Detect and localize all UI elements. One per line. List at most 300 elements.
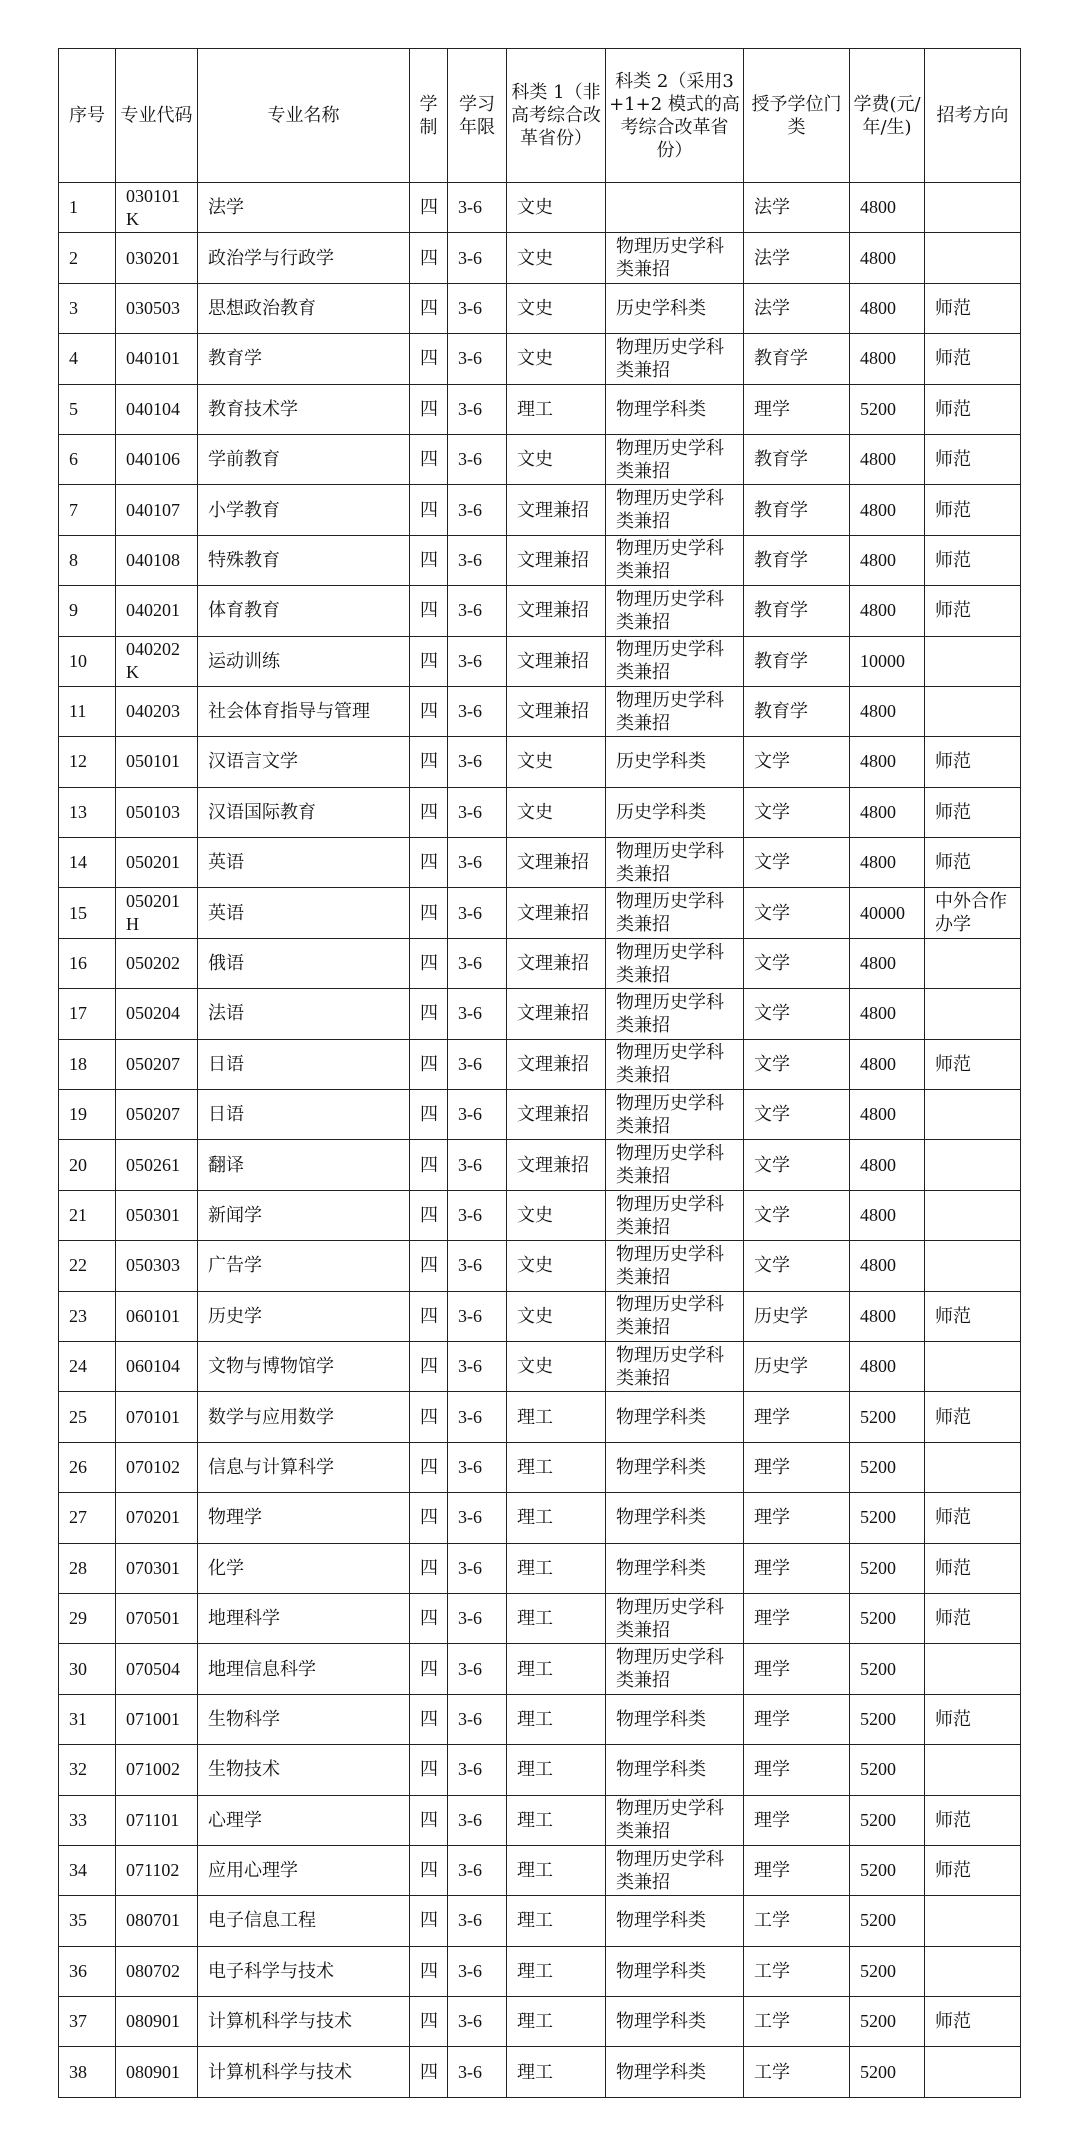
cell-category-2: 物理历史学科类兼招 [606,1341,744,1391]
cell-direction: 师范 [925,434,1021,484]
cell-category-1: 文史 [507,434,606,484]
cell-direction [925,686,1021,736]
cell-name: 化学 [198,1543,410,1593]
cell-code: 070504 [116,1644,198,1694]
cell-system: 四 [410,1644,448,1694]
cell-fee: 5200 [850,1442,925,1492]
cell-direction: 师范 [925,1543,1021,1593]
cell-code: 050201 [116,838,198,888]
cell-system: 四 [410,989,448,1039]
cell-fee: 4800 [850,434,925,484]
cell-years: 3-6 [448,1442,507,1492]
cell-name: 体育教育 [198,586,410,636]
cell-category-2: 物理学科类 [606,1694,744,1744]
cell-fee: 4800 [850,586,925,636]
cell-years: 3-6 [448,535,507,585]
cell-category-1: 文理兼招 [507,535,606,585]
cell-category-1: 理工 [507,1896,606,1946]
cell-direction: 师范 [925,1493,1021,1543]
cell-degree: 理学 [744,1694,850,1744]
cell-direction [925,233,1021,283]
cell-direction: 师范 [925,1795,1021,1845]
cell-seq: 24 [59,1341,116,1391]
cell-system: 四 [410,434,448,484]
cell-name: 地理科学 [198,1593,410,1643]
cell-system: 四 [410,1341,448,1391]
cell-degree: 文学 [744,888,850,938]
cell-direction: 师范 [925,485,1021,535]
cell-name: 学前教育 [198,434,410,484]
cell-name: 俄语 [198,938,410,988]
cell-years: 3-6 [448,485,507,535]
cell-seq: 19 [59,1090,116,1140]
cell-seq: 33 [59,1795,116,1845]
cell-system: 四 [410,283,448,333]
cell-degree: 历史学 [744,1341,850,1391]
cell-years: 3-6 [448,737,507,787]
cell-category-2: 物理学科类 [606,1493,744,1543]
cell-name: 计算机科学与技术 [198,1997,410,2047]
header-category-1: 科类 1（非高考综合改革省份） [507,49,606,183]
table-row [59,334,1021,384]
cell-degree: 法学 [744,233,850,283]
cell-fee: 5200 [850,1644,925,1694]
cell-name: 英语 [198,838,410,888]
cell-category-1: 文史 [507,1190,606,1240]
cell-system: 四 [410,737,448,787]
cell-degree: 教育学 [744,686,850,736]
cell-direction: 中外合作办学 [925,888,1021,938]
cell-code: 050261 [116,1140,198,1190]
cell-system: 四 [410,233,448,283]
cell-seq: 22 [59,1241,116,1291]
cell-system: 四 [410,183,448,233]
cell-name: 历史学 [198,1291,410,1341]
cell-seq: 17 [59,989,116,1039]
header-system: 学制 [410,49,448,183]
cell-years: 3-6 [448,1140,507,1190]
cell-category-2: 物理历史学科类兼招 [606,1039,744,1089]
header-degree: 授予学位门类 [744,49,850,183]
cell-fee: 4800 [850,334,925,384]
table-row [59,233,1021,283]
cell-code: 050303 [116,1241,198,1291]
cell-seq: 14 [59,838,116,888]
cell-direction [925,1946,1021,1996]
cell-direction: 师范 [925,787,1021,837]
cell-fee: 4800 [850,1241,925,1291]
cell-years: 3-6 [448,636,507,686]
table-row [59,384,1021,434]
cell-degree: 理学 [744,1392,850,1442]
table-row [59,1593,1021,1643]
cell-name: 文物与博物馆学 [198,1341,410,1391]
cell-years: 3-6 [448,1644,507,1694]
cell-name: 新闻学 [198,1190,410,1240]
table-row [59,1140,1021,1190]
majors-table [58,48,1021,2098]
cell-years: 3-6 [448,1341,507,1391]
cell-fee: 5200 [850,1493,925,1543]
cell-seq: 35 [59,1896,116,1946]
cell-code: 050201H [116,888,198,938]
cell-code: 080901 [116,2047,198,2097]
cell-degree: 文学 [744,1190,850,1240]
cell-years: 3-6 [448,1896,507,1946]
cell-degree: 理学 [744,1644,850,1694]
cell-seq: 5 [59,384,116,434]
table-row [59,989,1021,1039]
cell-name: 翻译 [198,1140,410,1190]
cell-system: 四 [410,586,448,636]
cell-category-2: 历史学科类 [606,283,744,333]
cell-category-1: 文史 [507,233,606,283]
table-row [59,1039,1021,1089]
cell-category-1: 文理兼招 [507,989,606,1039]
cell-fee: 4800 [850,535,925,585]
cell-direction: 师范 [925,1392,1021,1442]
table-row [59,1241,1021,1291]
cell-system: 四 [410,1140,448,1190]
cell-code: 040203 [116,686,198,736]
cell-name: 地理信息科学 [198,1644,410,1694]
cell-direction: 师范 [925,1039,1021,1089]
cell-category-1: 文理兼招 [507,586,606,636]
cell-code: 060101 [116,1291,198,1341]
cell-system: 四 [410,636,448,686]
cell-name: 思想政治教育 [198,283,410,333]
cell-degree: 文学 [744,1090,850,1140]
cell-category-2: 物理历史学科类兼招 [606,686,744,736]
table-row [59,1845,1021,1895]
cell-system: 四 [410,1896,448,1946]
cell-code: 071102 [116,1845,198,1895]
cell-system: 四 [410,384,448,434]
table-row [59,838,1021,888]
table-row [59,1291,1021,1341]
cell-direction [925,2047,1021,2097]
cell-direction [925,1896,1021,1946]
cell-seq: 16 [59,938,116,988]
cell-code: 070501 [116,1593,198,1643]
header-code: 专业代码 [116,49,198,183]
cell-direction: 师范 [925,1593,1021,1643]
cell-fee: 4800 [850,686,925,736]
table-row [59,2047,1021,2097]
cell-system: 四 [410,1190,448,1240]
cell-category-1: 文理兼招 [507,485,606,535]
cell-system: 四 [410,1442,448,1492]
cell-code: 080702 [116,1946,198,1996]
cell-system: 四 [410,1745,448,1795]
cell-category-1: 文史 [507,334,606,384]
cell-years: 3-6 [448,1190,507,1240]
table-row [59,636,1021,686]
cell-seq: 2 [59,233,116,283]
cell-name: 日语 [198,1090,410,1140]
cell-degree: 文学 [744,737,850,787]
cell-years: 3-6 [448,1795,507,1845]
cell-code: 071002 [116,1745,198,1795]
cell-code: 030201 [116,233,198,283]
cell-direction: 师范 [925,283,1021,333]
cell-name: 物理学 [198,1493,410,1543]
cell-years: 3-6 [448,1946,507,1996]
cell-name: 广告学 [198,1241,410,1291]
header-fee: 学费(元/年/生) [850,49,925,183]
cell-seq: 32 [59,1745,116,1795]
cell-years: 3-6 [448,1493,507,1543]
cell-name: 汉语言文学 [198,737,410,787]
cell-degree: 文学 [744,787,850,837]
cell-category-1: 理工 [507,2047,606,2097]
cell-seq: 8 [59,535,116,585]
cell-years: 3-6 [448,838,507,888]
cell-years: 3-6 [448,1997,507,2047]
cell-seq: 31 [59,1694,116,1744]
cell-direction: 师范 [925,1997,1021,2047]
cell-system: 四 [410,1694,448,1744]
cell-category-2: 物理学科类 [606,1896,744,1946]
cell-code: 040107 [116,485,198,535]
cell-fee: 4800 [850,737,925,787]
cell-system: 四 [410,535,448,585]
cell-direction: 师范 [925,1291,1021,1341]
cell-seq: 10 [59,636,116,686]
cell-category-2: 物理学科类 [606,1543,744,1593]
cell-system: 四 [410,1845,448,1895]
cell-years: 3-6 [448,1543,507,1593]
cell-category-2: 物理历史学科类兼招 [606,1593,744,1643]
cell-degree: 理学 [744,384,850,434]
cell-category-1: 理工 [507,1392,606,1442]
cell-category-1: 文理兼招 [507,888,606,938]
table-row [59,535,1021,585]
cell-fee: 4800 [850,183,925,233]
cell-system: 四 [410,1392,448,1442]
cell-seq: 38 [59,2047,116,2097]
cell-category-2: 历史学科类 [606,787,744,837]
cell-name: 电子科学与技术 [198,1946,410,1996]
cell-code: 070201 [116,1493,198,1543]
cell-category-2: 物理历史学科类兼招 [606,888,744,938]
cell-category-2: 物理历史学科类兼招 [606,838,744,888]
table-row [59,183,1021,233]
cell-name: 英语 [198,888,410,938]
cell-name: 特殊教育 [198,535,410,585]
cell-years: 3-6 [448,1241,507,1291]
cell-code: 050103 [116,787,198,837]
cell-degree: 理学 [744,1593,850,1643]
cell-name: 汉语国际教育 [198,787,410,837]
cell-code: 040101 [116,334,198,384]
cell-code: 070101 [116,1392,198,1442]
cell-category-2: 物理学科类 [606,1946,744,1996]
header-years: 学习年限 [448,49,507,183]
cell-years: 3-6 [448,1845,507,1895]
cell-seq: 30 [59,1644,116,1694]
cell-code: 040108 [116,535,198,585]
cell-seq: 27 [59,1493,116,1543]
cell-years: 3-6 [448,1039,507,1089]
cell-code: 070102 [116,1442,198,1492]
cell-category-1: 文史 [507,183,606,233]
cell-system: 四 [410,787,448,837]
cell-name: 生物科学 [198,1694,410,1744]
cell-fee: 4800 [850,233,925,283]
cell-fee: 4800 [850,989,925,1039]
cell-fee: 5200 [850,1946,925,1996]
cell-system: 四 [410,686,448,736]
cell-code: 050207 [116,1090,198,1140]
cell-category-2: 物理历史学科类兼招 [606,938,744,988]
cell-years: 3-6 [448,1090,507,1140]
table-row [59,434,1021,484]
cell-category-1: 文史 [507,1241,606,1291]
table-row [59,737,1021,787]
cell-code: 050202 [116,938,198,988]
cell-category-2: 历史学科类 [606,737,744,787]
cell-category-1: 理工 [507,1997,606,2047]
cell-years: 3-6 [448,283,507,333]
cell-category-2 [606,183,744,233]
cell-category-1: 文史 [507,1341,606,1391]
cell-seq: 9 [59,586,116,636]
cell-seq: 26 [59,1442,116,1492]
cell-direction [925,989,1021,1039]
cell-direction [925,938,1021,988]
cell-direction: 师范 [925,838,1021,888]
cell-degree: 文学 [744,989,850,1039]
cell-seq: 36 [59,1946,116,1996]
cell-years: 3-6 [448,1392,507,1442]
cell-seq: 28 [59,1543,116,1593]
cell-seq: 18 [59,1039,116,1089]
cell-years: 3-6 [448,888,507,938]
cell-fee: 5200 [850,1845,925,1895]
cell-category-1: 文史 [507,737,606,787]
cell-fee: 4800 [850,838,925,888]
cell-degree: 教育学 [744,636,850,686]
header-seq: 序号 [59,49,116,183]
cell-seq: 3 [59,283,116,333]
cell-category-1: 理工 [507,1593,606,1643]
cell-name: 社会体育指导与管理 [198,686,410,736]
cell-category-2: 物理历史学科类兼招 [606,334,744,384]
cell-direction [925,1745,1021,1795]
cell-seq: 37 [59,1997,116,2047]
cell-category-1: 理工 [507,1795,606,1845]
cell-years: 3-6 [448,586,507,636]
cell-years: 3-6 [448,686,507,736]
cell-direction: 师范 [925,737,1021,787]
cell-seq: 1 [59,183,116,233]
cell-years: 3-6 [448,1291,507,1341]
cell-direction: 师范 [925,1694,1021,1744]
table-row [59,1090,1021,1140]
cell-category-1: 理工 [507,1946,606,1996]
cell-fee: 40000 [850,888,925,938]
cell-fee: 4800 [850,1039,925,1089]
cell-seq: 13 [59,787,116,837]
cell-degree: 文学 [744,1140,850,1190]
table-row [59,586,1021,636]
cell-direction [925,1644,1021,1694]
cell-system: 四 [410,334,448,384]
cell-category-1: 文理兼招 [507,1039,606,1089]
cell-name: 生物技术 [198,1745,410,1795]
table-row [59,686,1021,736]
cell-category-1: 文理兼招 [507,636,606,686]
cell-category-1: 文理兼招 [507,838,606,888]
header-name: 专业名称 [198,49,410,183]
cell-fee: 5200 [850,1795,925,1845]
cell-category-2: 物理历史学科类兼招 [606,1140,744,1190]
cell-direction: 师范 [925,334,1021,384]
cell-system: 四 [410,1795,448,1845]
cell-seq: 12 [59,737,116,787]
table-row [59,283,1021,333]
cell-code: 070301 [116,1543,198,1593]
cell-name: 法学 [198,183,410,233]
cell-category-1: 文史 [507,787,606,837]
cell-category-2: 物理学科类 [606,1442,744,1492]
cell-fee: 5200 [850,1745,925,1795]
cell-category-1: 理工 [507,1493,606,1543]
cell-category-1: 理工 [507,1745,606,1795]
cell-direction [925,1442,1021,1492]
cell-years: 3-6 [448,1745,507,1795]
cell-degree: 理学 [744,1543,850,1593]
cell-degree: 教育学 [744,334,850,384]
cell-fee: 4800 [850,938,925,988]
cell-category-1: 文理兼招 [507,686,606,736]
cell-degree: 教育学 [744,586,850,636]
cell-fee: 5200 [850,1997,925,2047]
cell-degree: 理学 [744,1745,850,1795]
cell-name: 政治学与行政学 [198,233,410,283]
cell-years: 3-6 [448,787,507,837]
cell-fee: 5200 [850,384,925,434]
cell-fee: 5200 [850,1896,925,1946]
cell-category-2: 物理历史学科类兼招 [606,989,744,1039]
cell-category-2: 物理学科类 [606,2047,744,2097]
cell-degree: 理学 [744,1845,850,1895]
cell-fee: 4800 [850,1341,925,1391]
cell-category-2: 物理历史学科类兼招 [606,1190,744,1240]
cell-seq: 20 [59,1140,116,1190]
cell-code: 050207 [116,1039,198,1089]
cell-direction: 师范 [925,384,1021,434]
table-row [59,485,1021,535]
cell-category-2: 物理历史学科类兼招 [606,535,744,585]
cell-fee: 4800 [850,1291,925,1341]
table-row [59,787,1021,837]
cell-category-2: 物理历史学科类兼招 [606,1795,744,1845]
cell-direction [925,1190,1021,1240]
cell-category-1: 理工 [507,384,606,434]
cell-code: 040104 [116,384,198,434]
cell-seq: 23 [59,1291,116,1341]
cell-category-1: 文理兼招 [507,938,606,988]
cell-direction: 师范 [925,1845,1021,1895]
cell-fee: 5200 [850,1593,925,1643]
cell-code: 080901 [116,1997,198,2047]
cell-code: 060104 [116,1341,198,1391]
cell-code: 071101 [116,1795,198,1845]
cell-fee: 5200 [850,1392,925,1442]
cell-direction [925,1241,1021,1291]
